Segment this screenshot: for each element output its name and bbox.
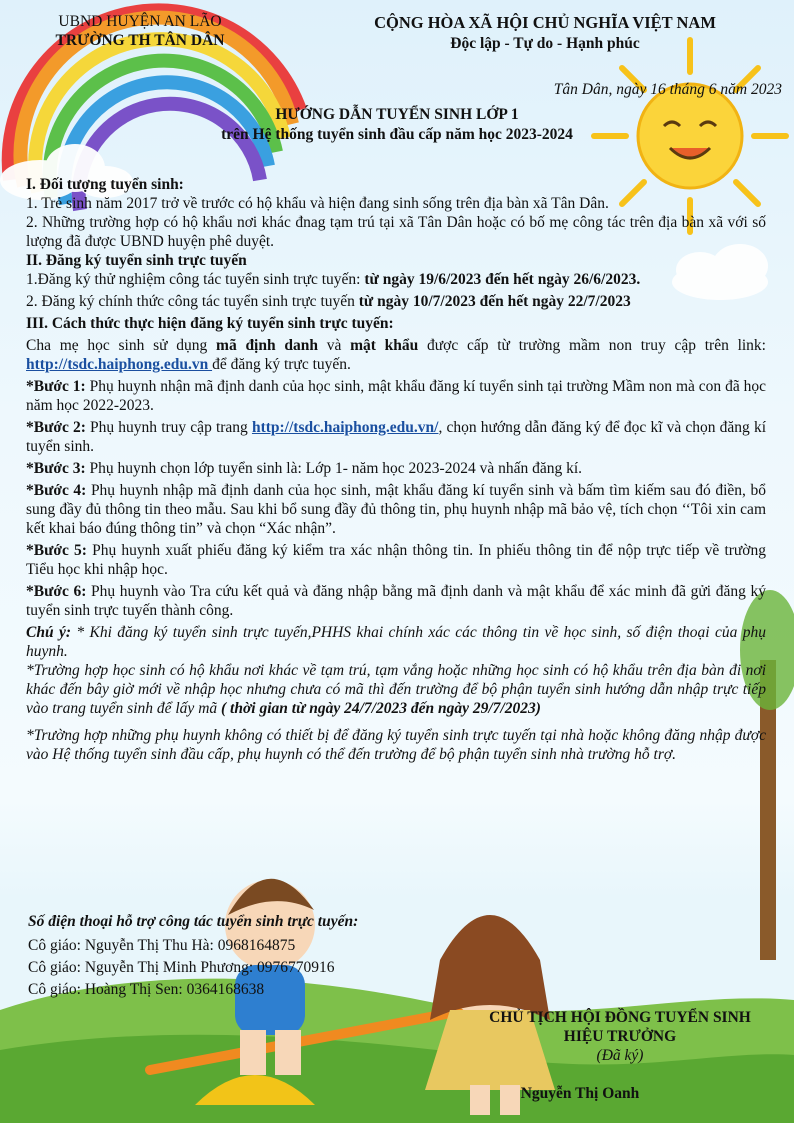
note-2-dates: ( thời gian từ ngày 24/7/2023 đến ngày 29/7/2023) — [221, 700, 541, 717]
step-5 — [26, 541, 766, 579]
s2-p1-text: 1.Đăng ký thử nghiệm công tác tuyển sinh trực tuyến: — [26, 271, 365, 288]
section-2-heading: II. Đăng ký tuyển sinh trực tuyến — [26, 252, 247, 269]
intro-d: mật khẩu — [350, 337, 419, 354]
main-content — [26, 175, 766, 764]
intro-f: để đăng ký trực tuyến. — [212, 356, 351, 373]
intro-c: và — [317, 337, 351, 354]
section-2-item-2 — [26, 292, 766, 311]
registration-link[interactable]: http://tsdc.haiphong.edu.vn — [26, 356, 213, 373]
nation-line-1: CỘNG HÒA XÃ HỘI CHỦ NGHĨA VIỆT NAM — [374, 13, 716, 32]
title-line-1: HƯỚNG DẪN TUYỂN SINH LỚP 1 — [275, 106, 519, 123]
contact-1: Cô giáo: Nguyễn Thị Thu Hà: 0968164875 — [28, 937, 296, 954]
step-6-text: Phụ huynh vào Tra cứu kết quả và đăng nhập bằng mã định danh và mật khẩu để xác minh đã gửi đăng ký tuyển sinh trực tuyến thành công. — [26, 583, 766, 619]
s2-p2-text: 2. Đăng ký chính thức công tác tuyển sinh trực tuyến — [26, 293, 359, 310]
step-4 — [26, 481, 766, 538]
note-1 — [26, 623, 766, 661]
portal-link[interactable]: http://tsdc.haiphong.edu.vn/ — [251, 419, 439, 436]
step-1 — [26, 377, 766, 415]
signature-line-2: HIỆU TRƯỞNG — [563, 1028, 677, 1045]
step-6-label: *Bước 6: — [26, 583, 87, 600]
section-3-heading: III. Cách thức thực hiện đăng ký tuyển sinh trực tuyến: — [26, 315, 394, 332]
step-3 — [26, 459, 766, 478]
step-2 — [26, 418, 766, 456]
note-1-text: * Khi đăng ký tuyển sinh trực tuyến,PHHS khai chính xác các thông tin về học sinh, số điện thoại của phụ huynh. — [26, 624, 766, 660]
intro-e: được cấp từ trường mầm non truy cập trên link: — [418, 337, 766, 354]
org-name — [20, 12, 260, 50]
signature-block — [456, 1008, 784, 1103]
step-1-text: Phụ huynh nhận mã định danh của học sinh, mật khẩu đăng kí tuyển sinh tại trường Mầm non mà con đã học năm học 2022-2023. — [26, 378, 766, 414]
title-line-2: trên Hệ thống tuyển sinh đầu cấp năm học 2023-2024 — [221, 126, 573, 143]
note-3: *Trường hợp những phụ huynh không có thiết bị để đăng ký tuyển sinh trực tuyến tại nhà hoặc không đăng nhập được vào Hệ thống tuyển sinh đầu cấp, phụ huynh có thể đến trường để bộ phận tuyển sinh nhà trường hỗ trợ. — [26, 727, 766, 763]
step-3-label: *Bước 3: — [26, 460, 86, 477]
document-date: Tân Dân, ngày 16 tháng 6 năm 2023 — [553, 81, 782, 98]
intro-b: mã định danh — [216, 337, 318, 354]
s2-p1-dates: từ ngày 19/6/2023 đến hết ngày 26/6/2023. — [364, 271, 641, 288]
step-5-label: *Bước 5: — [26, 542, 87, 559]
section-1-heading: I. Đối tượng tuyển sinh: — [26, 176, 184, 193]
page-title — [0, 105, 794, 145]
step-4-label: *Bước 4: — [26, 482, 87, 499]
step-1-label: *Bước 1: — [26, 378, 86, 395]
national-motto — [300, 12, 790, 54]
note-2-text: *Trường hợp học sinh có hộ khẩu nơi khác về tạm trú, tạm vắng hoặc những học sinh có hộ khẩu trên địa bàn đi nơi khác đến bây giờ mới về nhập học nhưng chưa có mã thì đến trường để bộ phận tuyển sinh hướng dẫn nhập trực tiếp vào trang tuyển sinh để lấy mã — [26, 662, 766, 717]
contact-3: Cô giáo: Hoàng Thị Sen: 0364168638 — [28, 981, 265, 998]
step-6 — [26, 582, 766, 620]
org-line-1: UBND HUYỆN AN LÃO — [58, 13, 222, 30]
step-2-text-b: , chọn hướng dẫn đăng ký để đọc kĩ và chọn đăng kí tuyển sinh. — [26, 419, 767, 455]
step-2-text-a: Phụ huynh truy cập trang — [85, 419, 252, 436]
note-label: Chú ý: — [26, 624, 71, 641]
org-line-2: TRƯỜNG TH TÂN DÂN — [55, 32, 225, 49]
step-3-text: Phụ huynh chọn lớp tuyển sinh là: Lớp 1- năm học 2023-2024 và nhấn đăng kí. — [85, 460, 583, 477]
support-contacts — [28, 912, 508, 999]
contact-2: Cô giáo: Nguyễn Thị Minh Phương: 0976770916 — [28, 959, 335, 976]
section-1-item-1: 1. Trẻ sinh năm 2017 trở về trước có hộ khẩu và hiện đang sinh sống trên địa bàn xã Tân Dân. — [26, 195, 609, 212]
signer-name: Nguyễn Thị Oanh — [520, 1085, 640, 1102]
signature-line-1: CHỦ TỊCH HỘI ĐỒNG TUYỂN SINH — [489, 1009, 751, 1026]
step-4-text: Phụ huynh nhập mã định danh của học sinh, mật khẩu đăng kí tuyển sinh và bấm tìm kiếm sau đó điền, bổ sung đầy đủ thông tin theo mẫu. Sau khi bổ sung đầy đủ thông tin, phụ huynh nhập mã bảo vệ, tích chọn ‘‘Tôi xin cam kết khai báo đúng thông tin” và chọn “Xác nhận”. — [26, 482, 767, 537]
section-3-intro — [26, 336, 766, 374]
intro-a: Cha mẹ học sinh sử dụng — [26, 337, 217, 354]
step-2-label: *Bước 2: — [26, 419, 86, 436]
signed-note: (Đã ký) — [596, 1047, 644, 1064]
note-2 — [26, 661, 766, 718]
section-2-item-1 — [26, 270, 766, 289]
support-heading: Số điện thoại hỗ trợ công tác tuyển sinh trực tuyến: — [28, 913, 359, 930]
nation-line-2: Độc lập - Tự do - Hạnh phúc — [450, 35, 640, 52]
section-1-item-2: 2. Những trường hợp có hộ khẩu nơi khác đnag tạm trú tại xã Tân Dân hoặc có bố mẹ công tác trên địa bàn xã với số lượng đã được UBND huyện phê duyệt. — [26, 214, 766, 250]
step-5-text: Phụ huynh xuất phiếu đăng ký kiểm tra xác nhận thông tin. In phiếu thông tin để nộp trực tiếp về trường Tiểu học khi nhập học. — [26, 542, 767, 578]
s2-p2-dates: từ ngày 10/7/2023 đến hết ngày 22/7/2023 — [358, 293, 631, 310]
